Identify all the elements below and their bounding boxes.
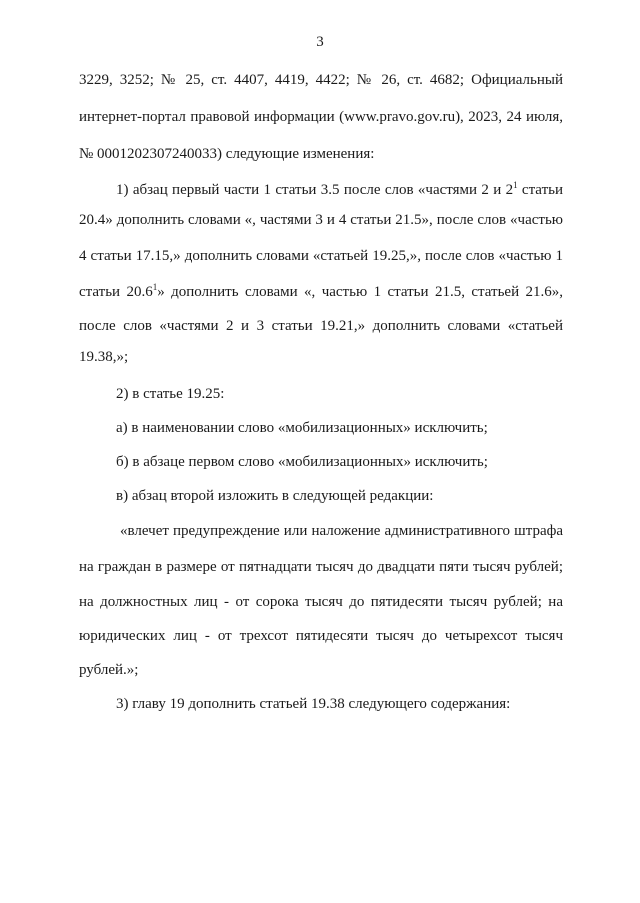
- item1-line-6: 19.38,»;: [79, 349, 129, 365]
- item2b: б) в абзаце первом слово «мобилизационных» исключить;: [116, 454, 488, 470]
- item1-line-2: 20.4» дополнить словами «, частями 3 и 4 статьи 21.5», после слов «частью: [79, 212, 563, 228]
- item1-line-5: после слов «частями 2 и 3 статьи 19.21,» дополнить словами «статьей: [79, 318, 563, 334]
- item2a: а) в наименовании слово «мобилизационных» исключить;: [116, 420, 488, 436]
- quote-line-1: «влечет предупреждение или наложение административного штрафа: [120, 523, 563, 539]
- quote-line-5: рублей.»;: [79, 662, 139, 678]
- item1-line-1: 1) абзац первый части 1 статьи 3.5 после слов «частями 2 и $2^1$ статьи: [116, 180, 563, 198]
- intro-line-2: интернет-портал правовой информации (www.pravo.gov.ru), 2023, 24 июля,: [79, 109, 563, 125]
- item3: 3) главу 19 дополнить статьей 19.38 следующего содержания:: [116, 696, 511, 712]
- quote-line-4: юридических лиц - от трехсот пятидесяти тысяч до четырехсот тысяч: [79, 628, 563, 644]
- superscript: 1: [513, 180, 518, 190]
- item2-heading: 2) в статье 19.25:: [116, 386, 225, 402]
- item1-line-3: 4 статьи 17.15,» дополнить словами «статьей 19.25,», после слов «частью 1: [79, 248, 563, 264]
- quote-line-3: на должностных лиц - от сорока тысяч до пятидесяти тысяч рублей; на: [79, 594, 563, 610]
- item2c: в) абзац второй изложить в следующей редакции:: [116, 488, 434, 504]
- item1-line-4: статьи 20.6$^1$» дополнить словами «, частью 1 статьи 21.5, статьей 21.6»,: [79, 282, 563, 300]
- intro-line-3: № 0001202307240033) следующие изменения:: [79, 146, 375, 162]
- intro-line-1: 3229, 3252; № 25, ст. 4407, 4419, 4422; № 26, ст. 4682; Официальный: [79, 72, 563, 88]
- page-number: 3: [316, 34, 324, 50]
- superscript: 1: [152, 282, 158, 292]
- quote-line-2: на граждан в размере от пятнадцати тысяч до двадцати пяти тысяч рублей;: [79, 559, 563, 575]
